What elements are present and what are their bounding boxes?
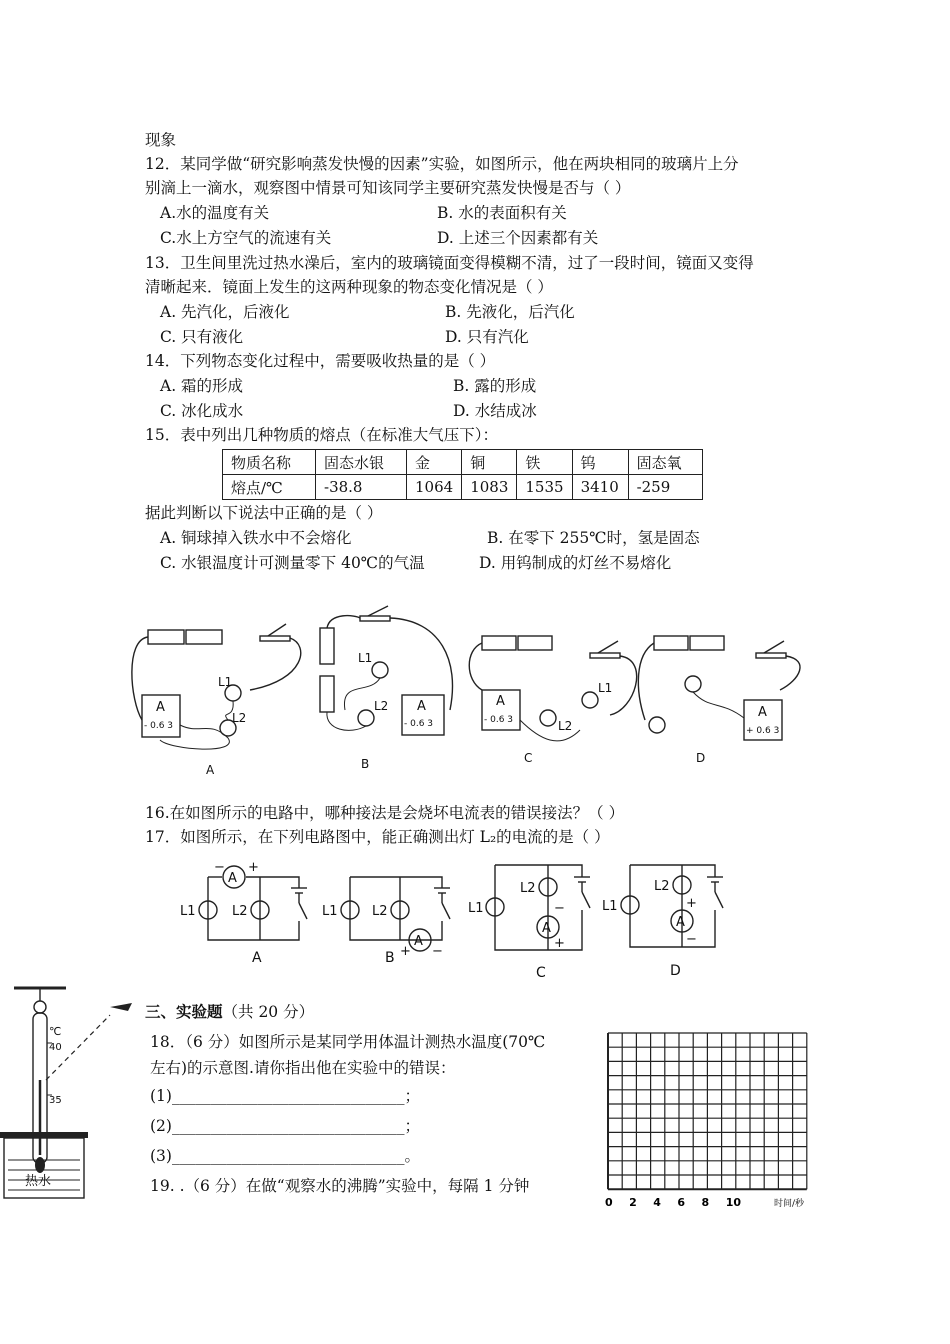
lamp-l1-b: [372, 662, 388, 678]
table-cell: 金: [407, 450, 462, 475]
q12-stem-2: 别滴上一滴水，观察图中情景可知该同学主要研究蒸发快慢是否与（ ）: [145, 179, 631, 197]
lamp-l1-c: [582, 692, 598, 708]
thermometer-mark-40: 40: [49, 1042, 62, 1053]
ammeter-symbol: A: [676, 915, 685, 930]
q18-blank-2[interactable]: (2)______________________________；: [150, 1117, 420, 1135]
terminal-plus: +: [248, 860, 259, 875]
table-cell: 熔点/℃: [223, 475, 316, 500]
table-cell: -38.8: [316, 475, 407, 500]
x-tick-labels: [605, 1196, 741, 1209]
figure-label-c: C: [524, 751, 533, 765]
lamp-label-l2: L2: [520, 881, 536, 896]
table-cell: 物质名称: [223, 450, 316, 475]
q15-ask: 据此判断以下说法中正确的是（ ）: [145, 504, 383, 522]
section-3-title: 三、实验题: [145, 1002, 223, 1021]
lamp-label-l2: L2: [372, 904, 388, 919]
diagram-label-d: D: [670, 963, 681, 979]
q13-option-b: B. 先液化，后汽化: [445, 303, 575, 321]
lamp-label-l2: L2: [374, 699, 389, 713]
diagram-label-b: B: [385, 950, 395, 966]
lamp-label-l1: L1: [602, 899, 618, 914]
lamp-label-l2: L2: [654, 879, 670, 894]
q13-stem-2: 清晰起来．镜面上发生的这两种现象的物态变化情况是（ ）: [145, 278, 553, 296]
x-tick-label: 6: [677, 1196, 686, 1209]
q14-option-d: D. 水结成冰: [453, 402, 537, 420]
circuit-c: [469, 636, 636, 765]
q18-stem-2: 左右)的示意图.请你指出他在实验中的错误：: [150, 1059, 456, 1077]
q17-stem: 17．如图所示，在下列电路图中，能正确测出灯 L₂的电流的是（ ）: [145, 828, 610, 846]
section-3-score: （共 20 分）: [222, 1003, 315, 1021]
terminal-minus: −: [432, 944, 443, 959]
x-tick-label: 10: [725, 1196, 742, 1209]
thermometer-figure: [0, 985, 145, 1200]
diagram-d: [602, 865, 723, 979]
lamp-d-1: [685, 676, 701, 692]
q12-option-b: B. 水的表面积有关: [437, 204, 567, 222]
diagram-b: [322, 877, 450, 966]
figure-label-b: B: [361, 757, 370, 771]
diagram-label-c: C: [536, 965, 546, 981]
circuit-d: [638, 636, 800, 765]
terminal-minus: −: [214, 860, 225, 875]
terminal-plus: +: [400, 944, 411, 959]
melting-point-table: [222, 449, 703, 500]
ammeter-label: A: [417, 699, 426, 714]
thermometer-unit: ℃: [49, 1025, 62, 1038]
x-tick-label: 2: [629, 1196, 637, 1209]
figure-label-a: A: [206, 763, 215, 777]
ammeter-symbol: A: [228, 871, 237, 886]
table-cell: 固态氧: [628, 450, 702, 475]
table-header-row: [223, 450, 703, 475]
ammeter-label: A: [156, 700, 165, 715]
terminal-minus: −: [686, 932, 697, 947]
x-tick-label: 8: [701, 1196, 710, 1209]
q13-stem-1: 13．卫生间里洗过热水澡后，室内的玻璃镜面变得模糊不清，过了一段时间，镜面又变得: [145, 254, 754, 272]
q12-option-a: A.水的温度有关: [160, 204, 270, 222]
ammeter-label: A: [496, 694, 505, 709]
terminal-plus: +: [554, 936, 565, 951]
q14-option-c: C. 冰化成水: [160, 402, 244, 420]
x-axis-unit: 时间/秒: [774, 1199, 805, 1209]
q14-option-a: A. 霜的形成: [160, 377, 244, 395]
q19-stem: 19. .（6 分）在做“观察水的沸腾”实验中，每隔 1 分钟: [150, 1177, 530, 1195]
table-cell: 3410: [572, 475, 628, 500]
q15-stem: 15．表中列出几种物质的熔点（在标准大气压下）：: [145, 426, 498, 444]
q13-option-c: C. 只有液化: [160, 328, 244, 346]
lamp-label-l2: L2: [232, 904, 248, 919]
lamp-label-l1: L1: [218, 675, 233, 689]
q18-blank-1[interactable]: (1)______________________________；: [150, 1087, 420, 1105]
table-cell: -259: [628, 475, 702, 500]
eye-icon: [110, 1003, 132, 1011]
table-cell: 固态水银: [316, 450, 407, 475]
ammeter-scale: - 0.6 3: [404, 719, 434, 729]
table-cell: 1535: [517, 475, 572, 500]
q12-stem-1: 12．某同学做“研究影响蒸发快慢的因素”实验，如图所示，他在两块相同的玻璃片上分: [145, 155, 739, 173]
figure-label-d: D: [696, 751, 706, 765]
lamp-label-l1: L1: [598, 681, 613, 695]
table-cell: 铁: [517, 450, 572, 475]
ammeter-symbol: A: [542, 921, 551, 936]
table-row: [223, 475, 703, 500]
q15-option-a: A. 铜球掉入铁水中不会熔化: [160, 529, 352, 547]
graph-grid: [598, 1025, 820, 1215]
q15-option-d: D. 用钨制成的灯丝不易熔化: [479, 554, 672, 572]
x-tick-label: 4: [653, 1196, 661, 1209]
section-3-heading: [145, 1002, 314, 1022]
lamp-label-l1: L1: [468, 901, 484, 916]
diagram-label-a: A: [252, 950, 262, 966]
lamp-label-l1: L1: [358, 651, 373, 665]
thermometer-mark-35: 35: [49, 1095, 62, 1106]
q13-option-a: A. 先汽化，后液化: [160, 303, 290, 321]
ammeter-scale: - 0.6 3: [144, 721, 174, 731]
q12-option-c: C.水上方空气的流速有关: [160, 229, 332, 247]
lamp-l2-c: [540, 710, 556, 726]
ammeter-label: A: [758, 705, 767, 720]
lamp-l2-b: [358, 710, 374, 726]
lamp-d-2: [649, 717, 665, 733]
ammeter-scale: - 0.6 3: [484, 715, 514, 725]
diagram-c: [468, 865, 590, 981]
gridlines: [608, 1033, 807, 1189]
table-cell: 钨: [572, 450, 628, 475]
q14-option-b: B. 露的形成: [453, 377, 537, 395]
q13-option-d: D. 只有汽化: [445, 328, 529, 346]
q14-stem: 14．下列物态变化过程中，需要吸收热量的是（ ）: [145, 352, 496, 370]
table-cell: 1083: [462, 475, 517, 500]
q18-blank-3[interactable]: (3)______________________________。: [150, 1147, 420, 1165]
q18-stem-1: 18．（6 分）如图所示是某同学用体温计测热水温度(70℃: [150, 1033, 546, 1051]
q15-option-b: B. 在零下 255℃时，氢是固态: [487, 529, 700, 547]
table-cell: 铜: [462, 450, 517, 475]
lamp-label-l2: L2: [558, 719, 573, 733]
lamp-label-l1: L1: [180, 904, 196, 919]
q12-option-d: D. 上述三个因素都有关: [437, 229, 599, 247]
q16-circuit-figure: [120, 600, 780, 790]
ammeter-scale: + 0.6 3: [746, 726, 780, 736]
circuit-a: [132, 624, 301, 777]
table-cell: 1064: [407, 475, 462, 500]
circuit-b: [320, 606, 453, 771]
q16-stem: 16.在如图所示的电路中，哪种接法是会烧坏电流表的错误接法？（ ）: [145, 804, 625, 822]
ammeter-symbol: A: [414, 934, 423, 949]
diagram-a: [180, 860, 307, 966]
x-tick-label: 0: [605, 1196, 613, 1209]
q17-circuit-diagrams: [170, 855, 740, 981]
hot-water-label: 热水: [25, 1174, 52, 1189]
lamp-label-l2: L2: [232, 711, 247, 725]
lamp-label-l1: L1: [322, 904, 338, 919]
terminal-plus: +: [686, 896, 697, 911]
line-phenomenon: 现象: [145, 131, 177, 149]
terminal-minus: −: [554, 901, 565, 916]
q15-option-c: C. 水银温度计可测量零下 40℃的气温: [160, 554, 425, 572]
